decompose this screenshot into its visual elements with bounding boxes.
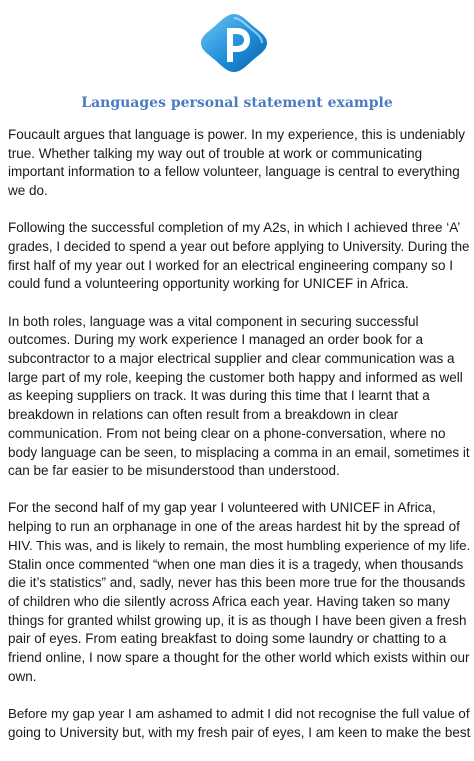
text-line: things for granted whilst growing up, it is as though I have been given a fresh bbox=[8, 612, 467, 628]
text-line: body language can be seen, to misplacing a comma in an email, sometimes it bbox=[8, 444, 470, 460]
text-line: HIV. This was, and is likely to remain, the most humbling experience of my life. bbox=[8, 537, 471, 553]
text-line: Before my gap year I am ashamed to admit I did not recognise the full value of bbox=[8, 705, 470, 721]
statement-body bbox=[8, 126, 470, 761]
text-line: grades, I decided to spend a year out before applying to University. During the bbox=[8, 239, 470, 255]
text-line: In both roles, language was a vital component in securing successful bbox=[8, 313, 419, 329]
paragraph bbox=[8, 499, 470, 686]
paragraph bbox=[8, 126, 470, 201]
text-line: friend online, I now spare a thought for the other world which exists within our bbox=[8, 650, 470, 666]
text-line: as keeping suppliers on track. It was during this time that I learnt that a bbox=[8, 388, 430, 404]
text-line: true. Whether talking my way out of trouble at work or communicating bbox=[8, 145, 423, 161]
text-line: of children who die silently across Africa each year. Having taken so many bbox=[8, 593, 450, 609]
text-line: important information to a fellow volunteer, language is central to everything bbox=[8, 164, 460, 180]
text-line: helping to run an orphanage in one of the areas hardest hit by the spread of bbox=[8, 519, 460, 535]
text-line: die it’s statistics” and, sadly, never has this been more true for the thousands bbox=[8, 575, 466, 591]
text-line: Foucault argues that language is power. In my experience, this is undeniably bbox=[8, 127, 466, 142]
page-title: Languages personal statement example bbox=[81, 95, 393, 111]
text-line: own. bbox=[8, 668, 37, 684]
text-line: breakdown in relations can often result from a breakdown in clear bbox=[8, 407, 399, 423]
text-line: pair of eyes. From eating breakfast to doing some laundry or chatting to a bbox=[8, 631, 447, 647]
text-line: we do. bbox=[8, 183, 48, 199]
p-logo-icon bbox=[199, 12, 269, 74]
text-line: For the second half of my gap year I volunteered with UNICEF in Africa, bbox=[8, 500, 436, 516]
text-line: Following the successful completion of my A2s, in which I achieved three ‘A’ bbox=[8, 220, 461, 236]
paragraph bbox=[8, 313, 470, 481]
text-line: first half of my year out I worked for an electrical engineering company so I bbox=[8, 257, 453, 273]
text-line: could fund a volunteering opportunity working for UNICEF in Africa. bbox=[8, 276, 409, 292]
text-line: outcomes. During my work experience I managed an order book for a bbox=[8, 332, 423, 348]
text-line: large part of my role, keeping the customer both happy and informed as well bbox=[8, 369, 463, 385]
site-logo bbox=[199, 12, 269, 74]
text-line: Stalin once commented “when one man dies it is a tragedy, when thousands bbox=[8, 556, 464, 572]
paragraph bbox=[8, 705, 470, 742]
text-line: subcontractor to a major electrical supplier and clear communication was a bbox=[8, 351, 455, 367]
paragraph bbox=[8, 219, 470, 294]
text-line: communication. From not being clear on a phone-conversation, where no bbox=[8, 425, 446, 441]
text-line: going to University but, with my fresh pair of eyes, I am keen to make the best bbox=[8, 724, 471, 740]
text-line: can be far easier to be misunderstood than understood. bbox=[8, 463, 340, 479]
